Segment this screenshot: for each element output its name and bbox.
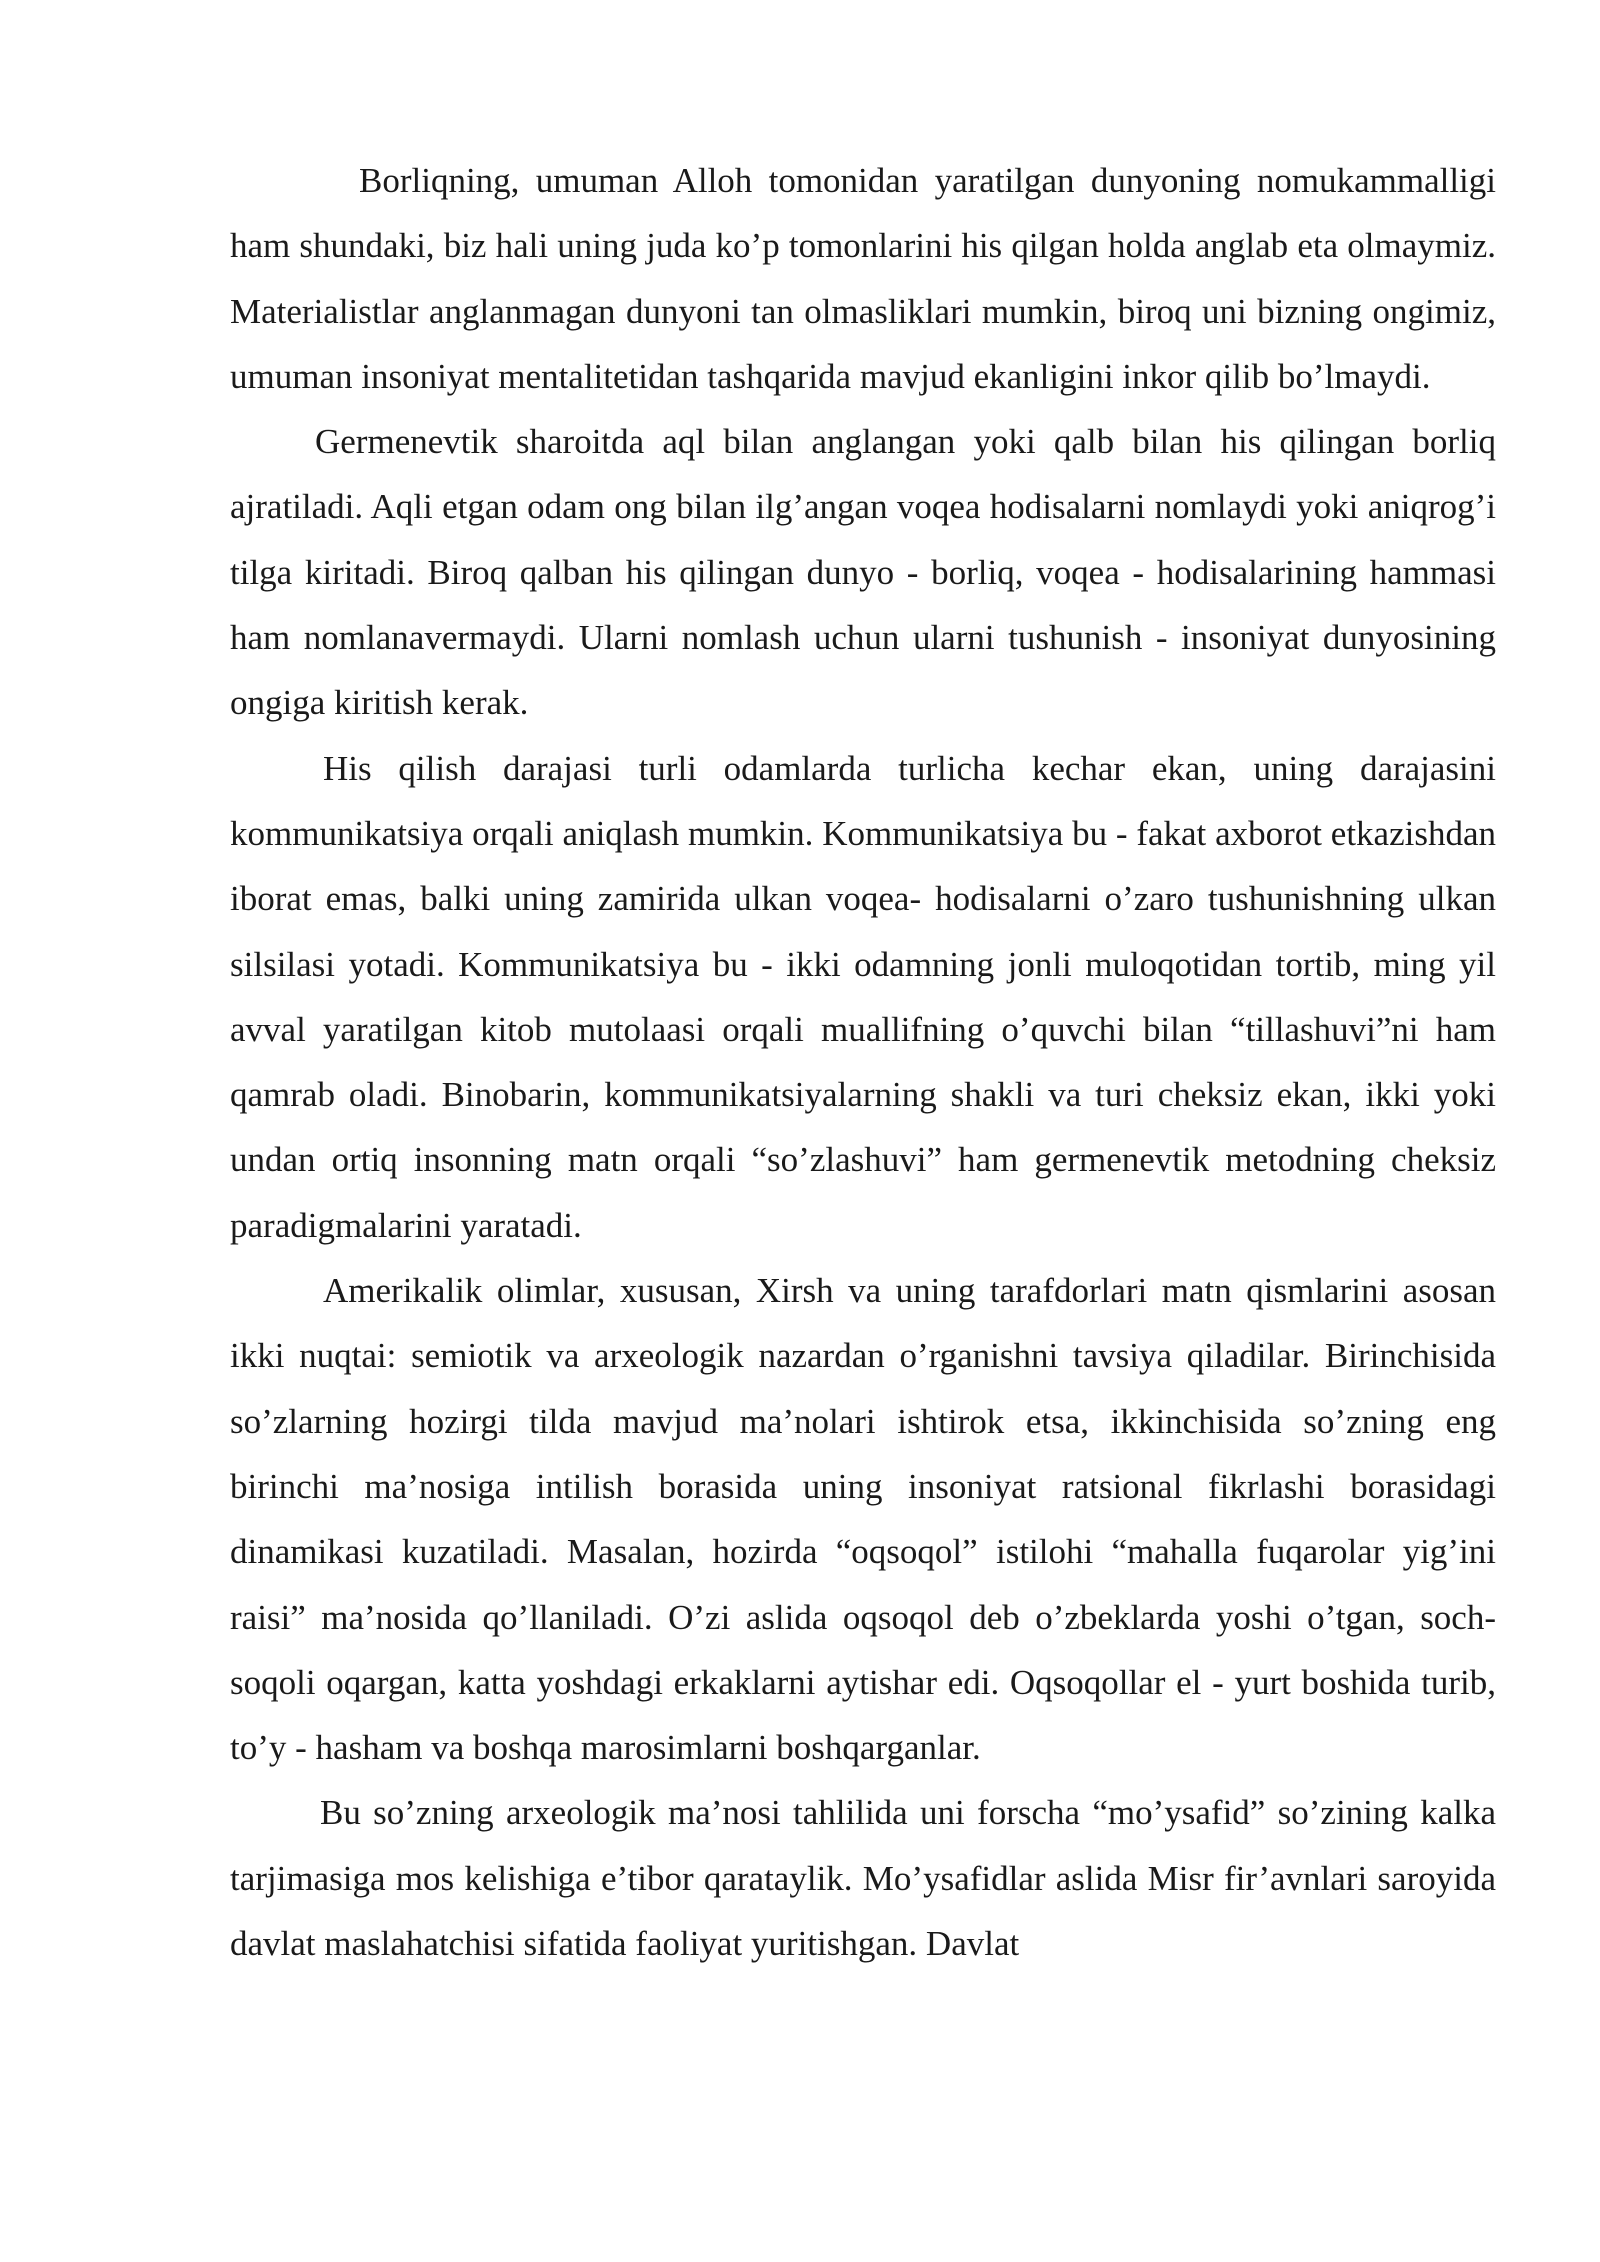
paragraph: Germenevtik sharoitda aql bilan anglangan yoki qalb bilan his qilingan borliq ajratiladi. Aqli etgan odam ong bilan ilg’angan voqea hodisalarni nomlaydi yoki aniqrog’i tilga kiritadi. Biroq qalban his qilingan dunyo - borliq, voqea - hodisalarining hammasi ham nomlanavermaydi. Ularni nomlash uchun ularni tushunish - insoniyat dunyosining ongiga kiritish kerak. xyxy=(230,422,1496,723)
paragraph: Amerikalik olimlar, xususan, Xirsh va uning tarafdorlari matn qismlarini asosan ikki nuqtai: semiotik va arxeologik nazardan o’rganishni tavsiya qiladilar. Birinchisida so’zlarning hozirgi tilda mavjud ma’nolari ishtirok etsa, ikkinchisida so’zning eng birinchi ma’nosiga intilish borasida uning insoniyat ratsional fikrlashi borasidagi dinamikasi kuzatiladi. Masalan, hozirda “oqsoqol” istilohi “mahalla fuqarolar yig’ini raisi” ma’nosida qo’llaniladi. O’zi aslida oqsoqol deb o’zbeklarda yoshi o’tgan, soch- soqoli oqargan, katta yoshdagi erkaklarni aytishar edi. Oqsoqollar el - yurt boshida turib, to’y - hasham va boshqa marosimlarni boshqarganlar. xyxy=(230,1271,1496,1768)
paragraph: His qilish darajasi turli odamlarda turlicha kechar ekan, uning darajasini kommunikatsiya orqali aniqlash mumkin. Kommunikatsiya bu - fakat axborot etkazishdan iborat emas, balki uning zamirida ulkan voqea- hodisalarni o’zaro tushunishning ulkan silsilasi yotadi. Kommunikatsiya bu - ikki odamning jonli muloqotidan tortib, ming yil avval yaratilgan kitob mutolaasi orqali muallifning o’quvchi bilan “tillashuvi”ni ham qamrab oladi. Binobarin, kommunikatsiyalarning shakli va turi cheksiz ekan, ikki yoki undan ortiq insonning matn orqali “so’zlashuvi” ham germenevtik metodning cheksiz paradigmalarini yaratadi. xyxy=(230,748,1496,1245)
paragraph: Bu so’zning arxeologik ma’nosi tahlilida uni forscha “mo’ysafid” so’zining kalka tarjimasiga mos kelishiga e’tibor qarataylik. Mo’ysafidlar aslida Misr fir’avnlari saroyida davlat maslahatchisi sifatida faoliyat yuritishgan. Davlat xyxy=(230,1793,1496,1964)
paragraph: Borliqning, umuman Alloh tomonidan yaratilgan dunyoning nomukammalligi ham shundaki, biz hali uning juda ko’p tomonlarini his qilgan holda anglab eta olmaymiz. Materialistlar anglanmagan dunyoni tan olmasliklari mumkin, biroq uni bizning ongimiz, umuman insoniyat mentalitetidan tashqarida mavjud ekanligini inkor qilib bo’lmaydi. xyxy=(230,161,1496,396)
document-body xyxy=(230,148,1496,1976)
